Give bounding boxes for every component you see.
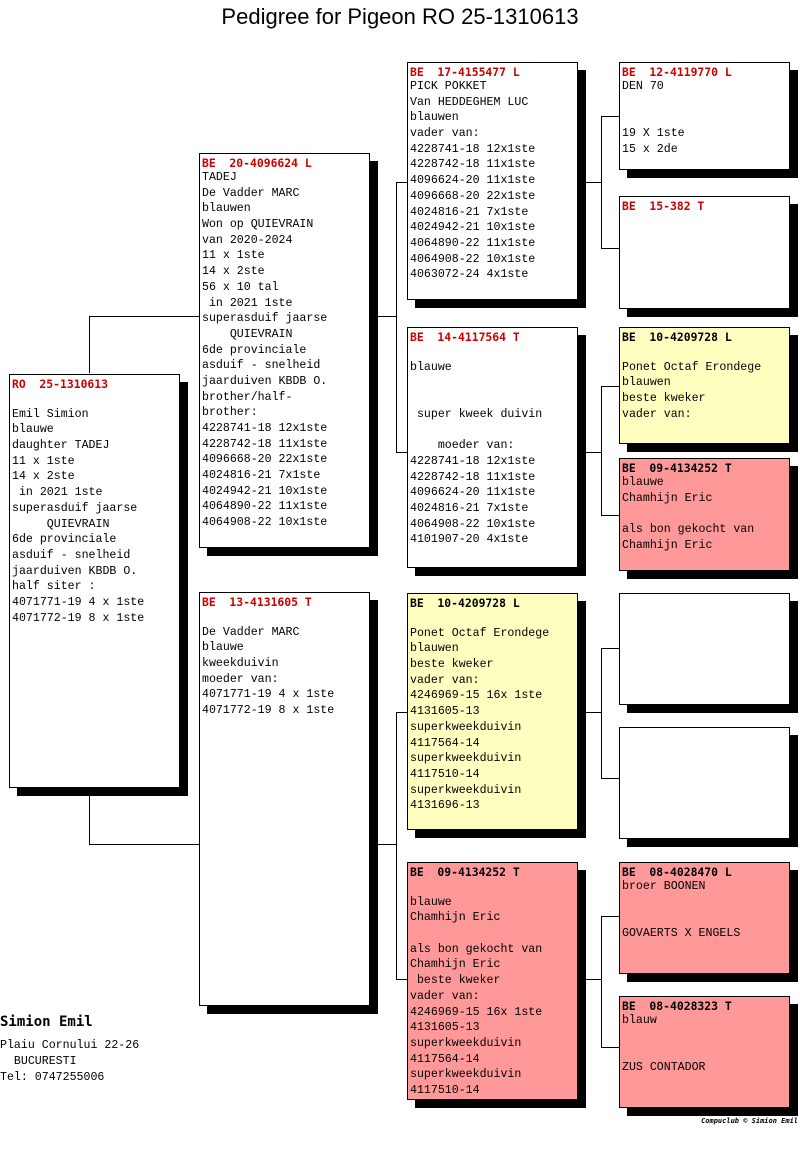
ring-number: BE 10-4209728 L [622,330,732,344]
pigeon-card-ggp-4[interactable] [619,458,790,571]
connector-line [89,316,199,317]
detail-line: vader van: [410,673,480,687]
detail-line: 4024942-21 10x1ste [410,221,536,235]
detail-line: superkweekduivin [410,720,522,734]
ring-number: BE 09-4134252 T [622,461,732,475]
detail-line: in 2021 1ste [12,486,103,500]
detail-line: 56 x 10 tal [202,280,279,294]
detail-line: 4096624-20 11x1ste [410,174,536,188]
pigeon-card-ggp-8[interactable] [619,996,790,1108]
detail-line: 4096668-20 22x1ste [410,189,536,203]
detail-line: Ponet Octaf Erondege [410,626,550,640]
detail-line: blauwe [12,423,54,437]
detail-line: van 2020-2024 [202,233,293,247]
detail-line: superkweekduivin [410,1036,522,1050]
detail-line: half siter : [12,580,96,594]
detail-line: 14 x 2ste [12,470,75,484]
detail-line: TADEJ [202,171,237,184]
connector-line [601,248,619,249]
pigeon-details [622,475,787,553]
detail-line: jaarduiven KBDB O. [202,374,328,388]
pigeon-details [202,609,367,719]
detail-line: moeder van: [202,672,279,686]
connector-line [585,979,601,980]
detail-line: moeder van: [410,439,515,453]
detail-line: vader van: [410,127,480,141]
detail-line: 4117564-14 [410,1052,480,1066]
detail-line: blauw [622,1014,657,1027]
connector-line [396,712,407,713]
ring-number: BE 13-4131605 T [202,595,312,609]
connector-line [601,515,619,516]
detail-line [410,422,575,438]
detail-line: 19 X 1ste [622,127,685,141]
detail-line: asduif - snelheid [202,359,321,373]
detail-line: 4064890-22 11x1ste [410,236,536,250]
detail-line: blauwen [202,202,251,216]
pigeon-card-ggp-2[interactable] [619,196,790,309]
detail-line: 6de provinciale [202,343,307,357]
detail-line: De Vadder MARC [202,625,300,639]
detail-line: 4246969-15 16x 1ste [410,689,543,703]
detail-line: kweekduivin [202,657,279,671]
detail-line: brother: [202,406,258,420]
detail-line: Van HEDDEGHEM LUC [410,95,529,109]
detail-line: QUIEVRAIN [202,327,293,341]
detail-line: asduif - snelheid [12,548,131,562]
pigeon-card-ggp-6[interactable] [619,727,790,839]
connector-line [585,712,601,713]
detail-line: als bon gekocht van [410,942,543,956]
detail-line: 4063072-24 4x1ste [410,268,529,282]
detail-line: PICK POKKET [410,80,487,93]
detail-line: De Vadder MARC [202,186,300,200]
detail-line: 4071771-19 4 x 1ste [202,688,335,702]
detail-line: 4071771-19 4 x 1ste [12,595,145,609]
ring-number: BE 09-4134252 T [410,865,520,879]
pigeon-details [12,391,177,626]
detail-line [622,344,787,360]
detail-line: GOVAERTS X ENGELS [622,927,741,941]
detail-line [410,375,575,391]
detail-line: super kweek duivin [410,407,543,421]
pigeon-card-ggp-3[interactable] [619,327,790,444]
detail-line: blauwe [202,641,244,655]
connector-line [601,386,619,387]
detail-line: daughter TADEJ [12,439,110,453]
detail-line [410,926,575,942]
detail-line: Ponet Octaf Erondege [622,360,762,374]
detail-line: 4024816-21 7x1ste [410,205,529,219]
detail-line: 4228741-18 12x1ste [202,422,328,435]
detail-line: 4024942-21 10x1ste [202,484,328,498]
detail-line: 4131696-13 [410,799,480,813]
pigeon-card-dam-sire[interactable] [407,593,578,830]
connector-line [89,788,90,844]
connector-line [378,844,396,845]
ring-number: BE 12-4119770 L [622,65,732,79]
detail-line: superasduif jaarse [202,312,328,326]
detail-line [622,95,787,111]
pigeon-card-ggp-7[interactable] [619,862,790,974]
detail-line: blauwen [410,111,459,125]
detail-line: 4131605-13 [410,1021,480,1035]
connector-line [396,182,397,453]
connector-line [396,452,407,453]
owner-address: Plaiu Cornului 22-26 [0,1039,140,1052]
detail-line: vader van: [410,989,480,1003]
pigeon-details [410,344,575,548]
connector-line [601,1047,619,1048]
detail-line: DEN 70 [622,80,664,93]
connector-line [601,916,619,917]
page-title: Pedigree for Pigeon RO 25-1310613 [221,4,579,29]
detail-line: 4117564-14 [410,736,480,750]
ring-number: BE 08-4028323 T [622,999,732,1013]
ring-number: BE 10-4209728 L [410,596,520,610]
connector-line [89,844,199,845]
ring-number [622,596,787,610]
detail-line [622,1044,787,1060]
detail-line: jaarduiven KBDB O. [12,564,138,578]
connector-line [585,452,601,453]
detail-line [622,506,787,522]
detail-line: 4064908-22 10x1ste [410,517,536,531]
detail-line: in 2021 1ste [202,296,293,310]
connector-line [585,182,601,183]
detail-line: blauwen [410,642,459,656]
pigeon-card-ggp-5[interactable] [619,593,790,705]
connector-line [601,116,602,248]
detail-line: 4096624-20 11x1ste [410,486,536,500]
detail-line: 4064908-22 10x1ste [410,252,536,266]
detail-line: Won op QUIEVRAIN [202,218,314,232]
detail-line: Chamhijn Eric [622,538,713,552]
detail-line [622,895,787,911]
pigeon-details [202,170,367,531]
ring-number: BE 08-4028470 L [622,865,732,879]
connector-line [601,116,619,117]
detail-line: superkweekduivin [410,752,522,766]
detail-line: 4228741-18 12x1ste [410,142,536,156]
owner-city: BUCURESTI [0,1055,77,1068]
detail-line: 11 x 1ste [12,454,75,468]
detail-line: Chamhijn Eric [410,911,501,925]
detail-line: 4228742-18 11x1ste [202,437,328,451]
pigeon-details [622,344,787,422]
owner-name: Simion Emil [0,1014,93,1030]
detail-line: 4131605-13 [410,705,480,719]
ring-number: BE 15-382 T [622,199,705,213]
detail-line: 4117510-14 [410,767,480,781]
connector-line [601,648,619,649]
pigeon-details [622,79,787,157]
connector-line [601,916,602,1048]
detail-line: 11 x 1ste [202,249,265,263]
connector-line [601,386,602,516]
pigeon-card-sire-dam[interactable] [407,327,578,568]
pigeon-card-sire-sire[interactable] [407,62,578,300]
detail-line: als bon gekocht van [622,523,755,537]
detail-line: 4024816-21 7x1ste [410,501,529,515]
connector-line [378,316,396,317]
detail-line: 4064908-22 10x1ste [202,516,328,530]
detail-line: ZUS CONTADOR [622,1061,706,1075]
connector-line [396,182,407,183]
detail-line: blauwen [622,376,671,390]
detail-line [622,110,787,126]
ring-number: BE 17-4155477 L [410,65,520,79]
detail-line: superkweekduivin [410,783,522,797]
detail-line: Chamhijn Eric [410,958,501,972]
detail-line: superkweekduivin [410,1068,522,1082]
detail-line: 4101907-20 4x1ste [410,533,529,547]
detail-line: blauwe [410,895,452,909]
detail-line: 4117510-14 [410,1083,480,1097]
connector-line [601,648,602,779]
detail-line: Chamhijn Eric [622,491,713,505]
pigeon-details [410,79,575,283]
detail-line: 4096668-20 22x1ste [202,453,328,467]
ring-number: BE 14-4117564 T [410,330,520,344]
pigeon-card-dam[interactable] [199,592,370,1006]
detail-line [410,391,575,407]
ring-number: RO 25-1310613 [12,377,109,391]
detail-line: 6de provinciale [12,533,117,547]
ring-number: BE 20-4096624 L [202,156,312,170]
detail-line: beste kweker [410,658,494,672]
detail-line: 4071772-19 8 x 1ste [202,704,335,718]
connector-line [396,979,407,980]
detail-line [202,609,367,625]
detail-line [410,610,575,626]
detail-line: brother/half- [202,390,293,404]
pigeon-details [622,879,787,942]
pigeon-details [410,879,575,1099]
detail-line: superasduif jaarse [12,501,138,515]
detail-line: 4228742-18 11x1ste [410,158,536,172]
pigeon-card-dam-dam[interactable] [407,862,578,1100]
detail-line: broer BOONEN [622,880,706,893]
detail-line [410,344,575,360]
detail-line [12,391,177,407]
detail-line: beste kweker [410,974,501,988]
detail-line: vader van: [622,407,692,421]
ring-number [622,730,787,744]
detail-line: blauwe [410,360,452,374]
detail-line [622,910,787,926]
detail-line: blauwe [622,476,664,489]
detail-line: 4024816-21 7x1ste [202,469,321,483]
detail-line: 4071772-19 8 x 1ste [12,611,145,625]
detail-line: 14 x 2ste [202,265,265,279]
detail-line: 4228741-18 12x1ste [410,454,536,468]
pigeon-details [622,1013,787,1076]
pigeon-card-sire[interactable] [199,153,370,548]
connector-line [601,778,619,779]
footer-credit: Compuclub © Simion Emil [701,1117,798,1125]
detail-line: 4064890-22 11x1ste [202,500,328,514]
pigeon-card-subject[interactable] [9,374,180,788]
owner-phone: Tel: 0747255006 [0,1071,105,1084]
detail-line: 4228742-18 11x1ste [410,470,536,484]
detail-line: 4246969-15 16x 1ste [410,1005,543,1019]
connector-line [89,316,90,373]
detail-line: 15 x 2de [622,142,678,156]
detail-line [410,879,575,895]
detail-line: QUIEVRAIN [12,517,110,531]
detail-line: Emil Simion [12,407,89,421]
connector-line [396,712,397,980]
detail-line: beste kweker [622,392,706,406]
detail-line [622,1029,787,1045]
pigeon-card-ggp-1[interactable] [619,62,790,170]
pigeon-details [410,610,575,814]
